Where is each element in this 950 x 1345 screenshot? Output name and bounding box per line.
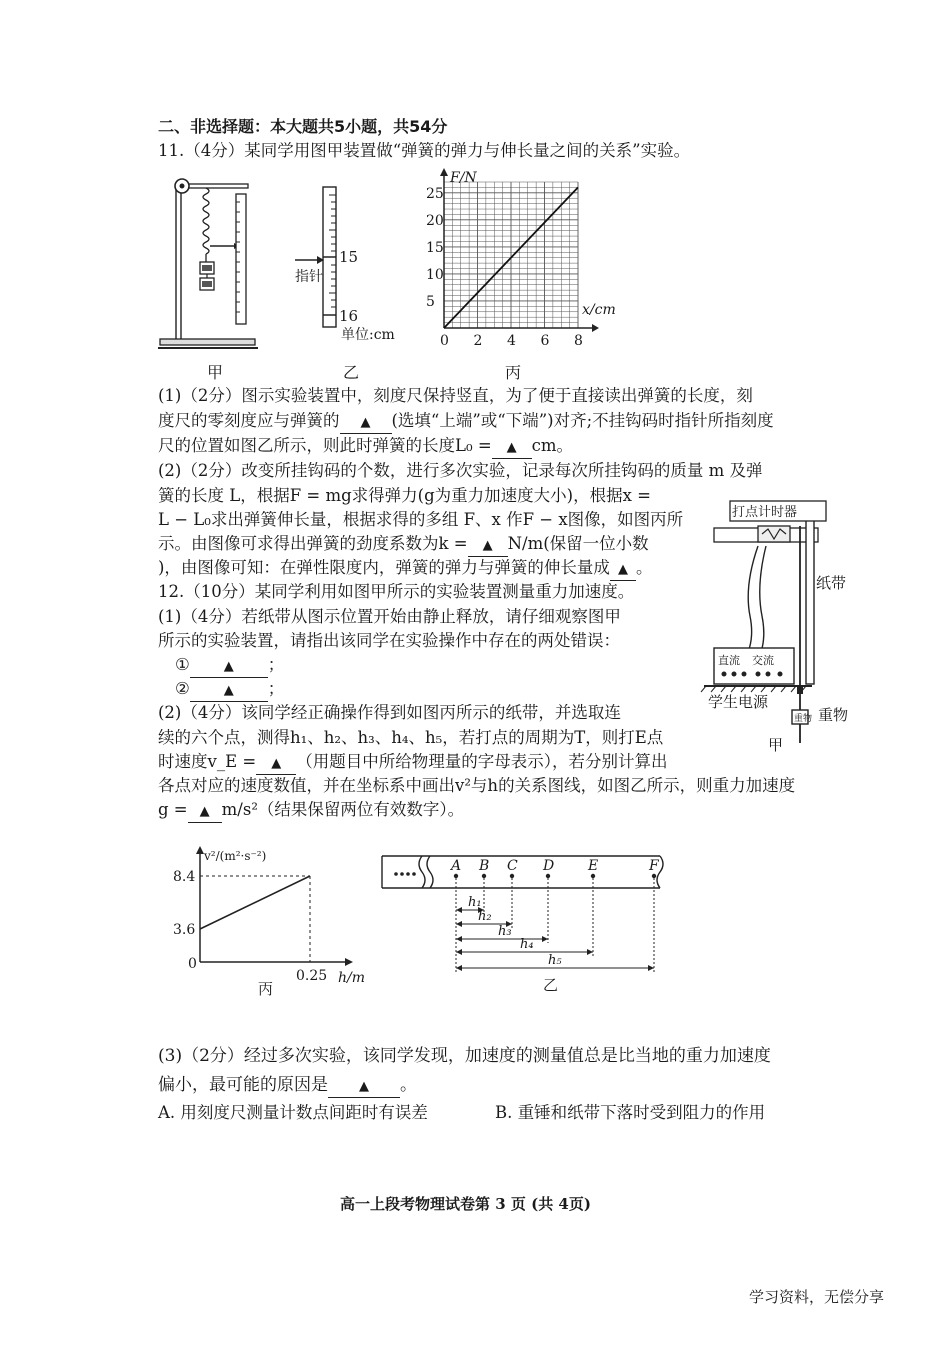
q12-p2-line2: 续的六个点，测得h₁、h₂、h₃、h₄、h₅，若打点的周期为T，则打E点 (158, 728, 664, 747)
tape-point-label: C (507, 858, 518, 874)
weight-inner-label: 重物 (794, 714, 813, 724)
y-axis-arrow (440, 168, 448, 176)
ruler-pointer-label: 指针 (295, 269, 323, 285)
figure-q12-apparatus (700, 498, 850, 760)
weight-label: 重物 (818, 706, 849, 724)
q12-p3-b-post: 。 (400, 1075, 417, 1095)
v2-x-label: h/m (338, 970, 366, 986)
ac-label: 交流 (752, 654, 774, 667)
tape-dot (510, 874, 514, 878)
tape-dot (591, 874, 595, 878)
q11-p2-e-pre: )，由图像可知：在弹性限度内，弹簧的弹力与弹簧的伸长量成 (158, 558, 610, 577)
q12-p2-c-pre: 时速度v_E = (158, 752, 257, 771)
v2-y-tick-top: 8.4 (173, 869, 196, 885)
v2-h-chart (170, 842, 375, 1002)
item-number-1: ① (175, 655, 190, 674)
tape-dot (652, 874, 656, 878)
answer-blank-reason[interactable] (328, 1075, 400, 1098)
v2-caption: 丙 (258, 980, 274, 998)
answer-blank-spring-end[interactable] (340, 411, 392, 434)
q11-p1-b-pre: 度尺的零刻度应与弹簧的 (158, 411, 340, 430)
q12-p3-line1: (3)（2分）经过多次实验，该同学发现，加速度的测量值总是比当地的重力加速度 (158, 1046, 771, 1066)
q12-p3-line2 (158, 1075, 417, 1098)
y-tick-label: 15 (426, 239, 444, 256)
answer-blank-l0[interactable] (492, 436, 532, 459)
tape-caption: 乙 (543, 976, 559, 994)
answer-mark: ▲ (359, 1079, 369, 1094)
q12-p1-line2: 所示的实验装置，请指出该同学在实验操作中存在的两处错误： (158, 631, 620, 650)
figure-jia-apparatus (158, 172, 268, 357)
figure-yi-ruler (293, 185, 395, 345)
v2-h-line (200, 876, 310, 929)
timer-label: 打点计时器 (732, 505, 798, 520)
tape-distance-label: h₅ (548, 953, 562, 968)
paper-tape-figure (380, 850, 680, 1000)
q11-p2-line4 (158, 534, 649, 557)
ruler-unit: 单位:cm (341, 327, 395, 343)
section-title: 二、非选择题：本大题共5小题，共54分 (158, 117, 448, 136)
q11-p1-line1: (1)（2分）图示实验装置中，刻度尺保持竖直，为了便于直接读出弹簧的长度，刻 (158, 386, 753, 405)
q12-error-item-2 (175, 679, 284, 702)
x-tick-label: 0 (440, 333, 449, 349)
q11-p1-b-post: (选填“上端”或“下端”)对齐;不挂钩码时指针所指刻度 (391, 411, 774, 430)
y-tick-label: 20 (426, 212, 444, 229)
x-tick-label: 2 (473, 333, 483, 349)
y-tick-label: 25 (426, 185, 444, 202)
q11-p1-line2 (158, 411, 774, 434)
answer-blank-g[interactable] (188, 800, 222, 823)
q12-p2-line5 (158, 800, 464, 823)
q12-p2-line1: (2)（4分）该同学经正确操作得到如图丙所示的纸带，并选取连 (158, 703, 621, 722)
q12-p2-e-pre: g = (158, 800, 188, 819)
q12-p2-c-post: （用题目中所给物理量的字母表示），若分别计算出 (296, 752, 668, 771)
dc-label: 直流 (718, 654, 740, 667)
v2-origin: 0 (188, 956, 197, 972)
answer-mark: ▲ (223, 659, 234, 674)
q12-p2-line3 (158, 752, 667, 775)
answer-blank-error-2[interactable] (190, 679, 268, 702)
q12-p3-b-pre: 偏小，最可能的原因是 (158, 1075, 328, 1095)
q11-p2-line5 (158, 558, 652, 581)
fig-jia-caption: 甲 (207, 363, 224, 382)
q12-p1-line1: (1)（4分）若纸带从图示位置开始由静止释放，请仔细观察图甲 (158, 607, 621, 626)
q12-stem: 12.（10分）某同学利用如图甲所示的实验装置测量重力加速度。 (158, 582, 635, 601)
answer-blank-error-1[interactable] (190, 655, 268, 678)
item-semicolon: ； (267, 679, 285, 698)
tape-point-label: F (649, 858, 659, 874)
item-semicolon: ； (267, 655, 285, 674)
answer-blank-k[interactable] (468, 534, 508, 557)
answer-mark: ▲ (271, 756, 282, 771)
option-b[interactable]: B. 重锤和纸带下落时受到阻力的作用 (495, 1103, 766, 1122)
q11-p1-c-pre: 尺的位置如图乙所示，则此时弹簧的长度L₀ = (158, 436, 492, 455)
apparatus-caption: 甲 (768, 736, 784, 754)
page-footer: 高一上段考物理试卷第 3 页 (共 4页) (340, 1195, 591, 1213)
q11-p1-line3 (158, 436, 573, 459)
answer-mark: ▲ (482, 538, 493, 553)
q11-p2-line2: 簧的长度 L，根据F = mg求得弹力(g为重力加速度大小)，根据x = (158, 486, 651, 505)
x-tick-label: 4 (507, 333, 516, 349)
tape-dot (546, 874, 550, 878)
q11-stem: 11.（4分）某同学用图甲装置做“弹簧的弹力与伸长量之间的关系”实验。 (158, 141, 691, 160)
q11-p2-d-post: N/m(保留一位小数 (507, 534, 649, 553)
y-tick-label: 10 (426, 266, 444, 283)
fig-bing-caption: 丙 (505, 363, 522, 382)
q11-p1-c-post: cm。 (531, 436, 574, 455)
q11-p2-line1: (2)（2分）改变所挂钩码的个数，进行多次实验，记录每次所挂钩码的质量 m 及弹 (158, 461, 763, 480)
v2-y-label: v²/(m²·s⁻²) (204, 849, 267, 863)
ruler-tick-15: 15 (339, 248, 359, 266)
tape-point-label: D (543, 858, 555, 874)
answer-mark: ▲ (617, 562, 628, 577)
x-axis-arrow (592, 324, 599, 332)
tape-label-char1: 纸带 (816, 574, 847, 592)
answer-mark: ▲ (223, 683, 234, 698)
q12-p2-e-post: m/s²（结果保留两位有效数字）。 (221, 800, 465, 819)
q11-p2-line3: L − L₀求出弹簧伸长量，根据求得的多组 F、x 作F − x图像，如图丙所 (158, 510, 684, 529)
q11-p2-e-post: 。 (635, 558, 653, 577)
fx-chart (418, 170, 628, 348)
answer-mark: ▲ (199, 804, 210, 819)
tape-point-label: B (479, 858, 490, 874)
item-number-2: ② (175, 679, 190, 698)
v2-y-tick-mid: 3.6 (173, 922, 196, 938)
tape-distance-label: h₁ (468, 895, 482, 910)
answer-mark: ▲ (360, 415, 371, 430)
tape-dot (482, 874, 486, 878)
ruler-tick-16: 16 (339, 307, 359, 325)
corner-note: 学习资料，无偿分享 (749, 1288, 885, 1306)
power-label: 学生电源 (708, 693, 769, 711)
tape-distance-label: h₄ (520, 937, 534, 952)
answer-blank-ve[interactable] (256, 752, 296, 775)
tape-dot (454, 874, 458, 878)
x-tick-label: 6 (540, 333, 550, 349)
tape-point-label: E (588, 858, 599, 874)
answer-blank-proportion[interactable] (610, 558, 636, 581)
q12-p2-line4: 各点对应的速度数值，并在坐标系中画出v²与h的关系图线，如图乙所示，则重力加速度 (158, 776, 796, 795)
answer-mark: ▲ (506, 440, 517, 455)
y-axis-label: F/N (450, 170, 477, 186)
x-axis-label: x/cm (582, 302, 616, 318)
v2-x-tick: 0.25 (296, 968, 328, 984)
q12-error-item-1 (175, 655, 284, 678)
q11-p2-d-pre: 示。由图像可求得出弹簧的劲度系数为k = (158, 534, 468, 553)
tape-distance-label: h₂ (478, 909, 492, 924)
tape-point-label: A (451, 858, 462, 874)
fig-yi-caption: 乙 (343, 363, 360, 382)
option-a[interactable]: A. 用刻度尺测量计数点间距时有误差 (158, 1103, 428, 1122)
x-tick-label: 8 (574, 333, 583, 349)
tape-distance-label: h₃ (498, 924, 512, 939)
y-tick-label: 5 (426, 293, 435, 310)
